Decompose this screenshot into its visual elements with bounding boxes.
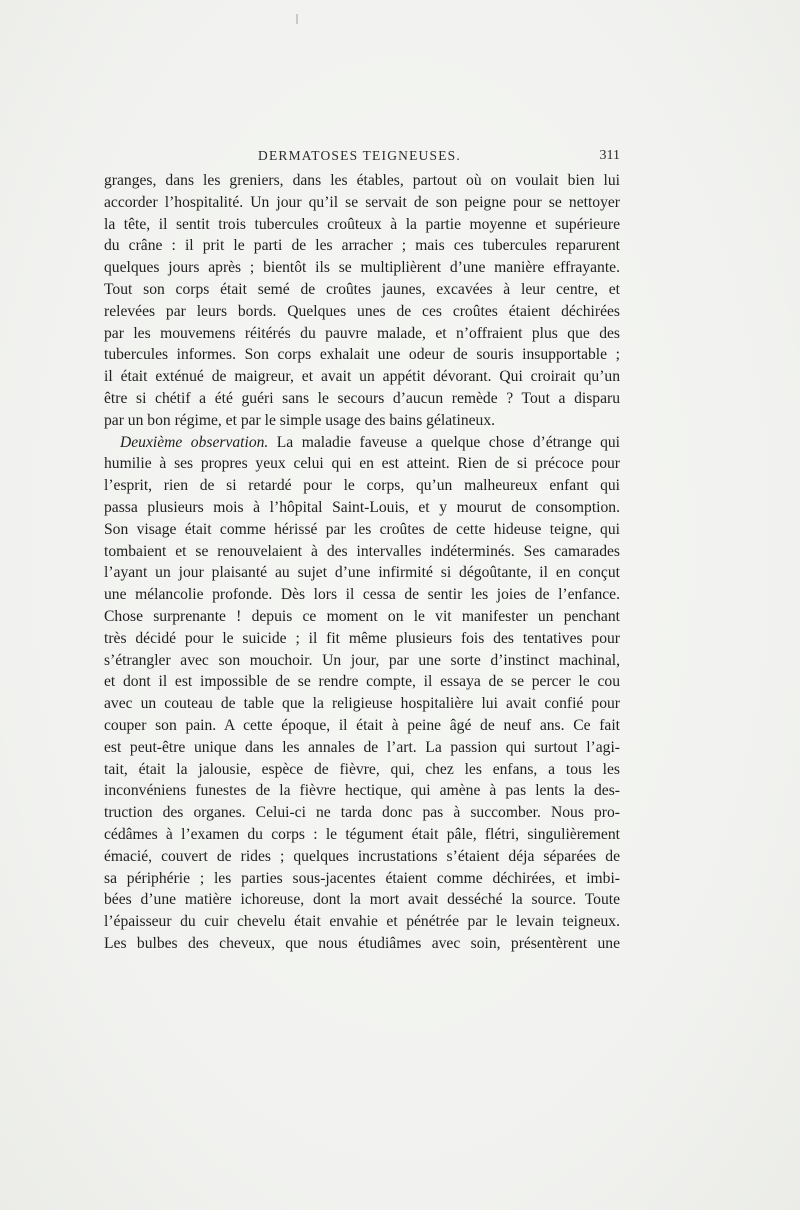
text-line: Son visage était comme hérissé par les croûtes de cette hideuse teigne, qui [104,520,620,538]
text-line: l’épaisseur du cuir chevelu était envahie et pénétrée par le levain teigneux. [104,913,620,931]
text-line: être si chétif a été guéri sans le secours d’aucun remède ? Tout a disparu [104,389,620,407]
text-line: est peut-être unique dans les annales de l’art. La passion qui surtout l’agi- [104,738,620,756]
text-line: s’étrangler avec son mouchoir. Un jour, par une sorte d’instinct machinal, [104,651,620,669]
text-line: du crâne : il prit le parti de les arracher ; mais ces tubercules reparurent [104,237,620,255]
text-line: émacié, couvert de rides ; quelques incrustations s’étaient déja séparées de [104,847,620,865]
paragraph-1 [104,170,620,432]
text-line: Tout son corps était semé de croûtes jaunes, excavées à leur centre, et [104,280,620,298]
text-line: par les mouvemens réitérés du pauvre malade, et n’offraient plus que des [104,324,620,342]
text-line: accorder l’hospitalité. Un jour qu’il se servait de son peigne pour se nettoyer [104,193,620,211]
text-line: par un bon régime, et par le simple usage des bains gélatineux. [104,411,496,429]
text-line: l’esprit, rien de si retardé pour le corps, qu’un malheureux enfant qui [104,477,620,495]
observation-heading: Deuxième observation. [120,433,269,451]
text-line: granges, dans les greniers, dans les étables, partout où on voulait bien lui [104,172,620,189]
paragraph-first-line [104,432,620,454]
running-title: DERMATOSES TEIGNEUSES. [258,148,461,163]
page-number: 311 [599,148,620,163]
text-line: une mélancolie profonde. Dès lors il cessa de sentir les joies de l’enfance. [104,586,620,604]
body-text [104,170,620,955]
text-line: et dont il est impossible de se rendre compte, il essaya de se percer le cou [104,673,620,691]
page-mark [296,14,298,24]
page-header [104,148,620,170]
text-line: relevées par leurs bords. Quelques unes de ces croûtes étaient déchirées [104,302,620,320]
text-line: cédâmes à l’examen du corps : le tégument était pâle, flétri, singulièrement [104,825,620,843]
text-line: humilie à ses propres yeux celui qui en est atteint. Rien de si précoce pour [104,455,620,473]
text-line: passa plusieurs mois à l’hôpital Saint-Louis, et y mourut de consomption. [104,498,620,516]
paragraph-2 [104,432,620,955]
text-line: il était exténué de maigreur, et avait un appétit dévorant. Qui croirait qu’un [104,368,620,386]
text-line: très décidé pour le suicide ; il fit même plusieurs fois des tentatives pour [104,629,620,647]
text-line: bées d’une matière ichoreuse, dont la mort avait desséché la source. Toute [104,891,620,909]
text-line: tait, était la jalousie, espèce de fièvre, qui, chez les enfans, a tous les [104,760,620,778]
text-line: la tête, il sentit trois tubercules croûteux à la partie moyenne et supérieure [104,215,620,233]
text-line-rest: La maladie faveuse a quelque chose d’étrange qui [268,433,620,451]
text-line: Chose surprenante ! depuis ce moment on le vit manifester un penchant [104,607,620,625]
text-line: truction des organes. Celui-ci ne tarda donc pas à succomber. Nous pro- [104,804,620,822]
text-line: tubercules informes. Son corps exhalait une odeur de souris insupportable ; [104,346,620,364]
text-line: inconvéniens funestes de la fièvre hectique, qui amène à pas lents la des- [104,782,620,800]
text-line: Les bulbes des cheveux, que nous étudiâmes avec soin, présentèrent une [104,934,620,952]
text-line: couper son pain. A cette époque, il était à peine âgé de neuf ans. Ce fait [104,716,620,734]
text-line: quelques jours après ; bientôt ils se multiplièrent d’une manière effrayante. [104,259,620,277]
text-line: tombaient et se renouvelaient à des intervalles indéterminés. Ses camarades [104,542,620,560]
text-line: sa périphérie ; les parties sous-jacentes étaient comme déchirées, et imbi- [104,869,620,887]
text-line: l’ayant un jour plaisanté au sujet d’une infirmité si dégoûtante, il en conçut [104,564,620,582]
text-line: avec un couteau de table que la religieuse hospitalière lui avait confié pour [104,695,620,713]
